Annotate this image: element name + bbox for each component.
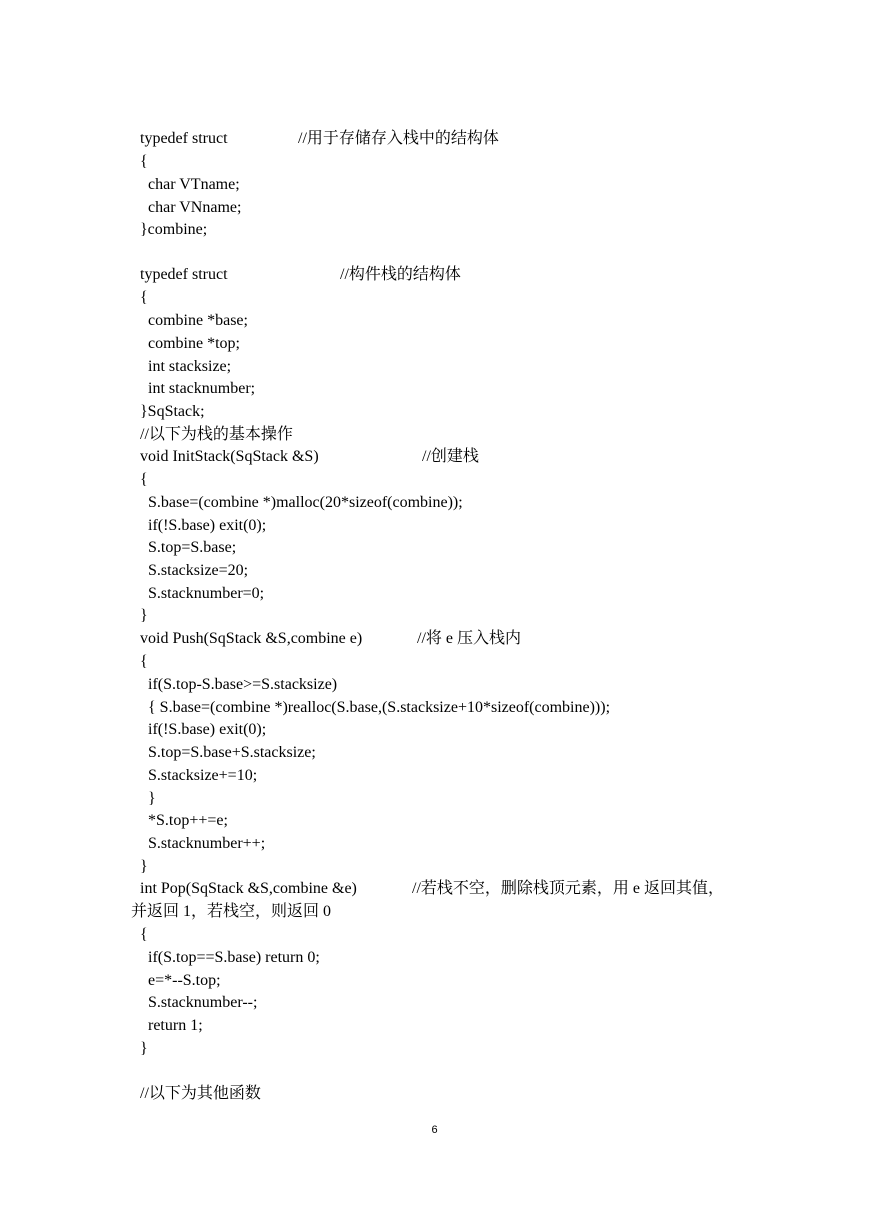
code-line: int Pop(SqStack &S,combine &e) //若栈不空，删除栈顶元素，用 e 返回其值， [140,880,724,897]
code-line: char VTname; [140,176,240,193]
code-line: S.top=S.base; [140,539,237,556]
code-line: S.base=(combine *)malloc(20*sizeof(combine)); [140,494,463,511]
code-line: int stacksize; [140,358,232,375]
code-line: }SqStack; [140,403,205,420]
code-line: e=*--S.top; [140,972,221,989]
code-line: void Push(SqStack &S,combine e) //将 e 压入栈内 [140,630,521,647]
code-line: //以下为其他函数 [140,1085,261,1102]
code-line: } [140,607,148,624]
code-comment: //若栈不空，删除栈顶元素，用 e 返回其值， [412,880,724,897]
code-line: if(!S.base) exit(0); [140,721,267,738]
page-number: 6 [431,1124,438,1136]
code-line: { [140,471,148,488]
code-line: S.stacknumber++; [140,835,266,852]
code-line: if(!S.base) exit(0); [140,517,267,534]
code-comment: //用于存储存入栈中的结构体 [298,130,499,147]
code-line: S.stacksize=20; [140,562,249,579]
code-comment: //构件栈的结构体 [340,266,461,283]
code-line: 并返回 1，若栈空，则返回 0 [131,903,332,920]
code-line: void InitStack(SqStack &S) //创建栈 [140,448,479,465]
code-line: if(S.top-S.base>=S.stacksize) [140,676,338,693]
code-line: S.stacksize+=10; [140,767,258,784]
code-comment: //将 e 压入栈内 [417,630,521,647]
code-line: combine *base; [140,312,248,329]
code-line: //以下为栈的基本操作 [140,426,293,443]
code-line: int stacknumber; [140,380,256,397]
code-line: } [140,858,148,875]
code-line: char VNname; [140,199,242,216]
code-line: { [140,926,148,943]
code-line: combine *top; [140,335,240,352]
code-line: } [140,790,156,807]
code-line: S.stacknumber--; [140,994,258,1011]
code-line: { [140,653,148,670]
code-line: S.top=S.base+S.stacksize; [140,744,316,761]
code-line: { [140,153,148,170]
code-line: typedef struct //用于存储存入栈中的结构体 [140,130,499,147]
code-line: if(S.top==S.base) return 0; [140,949,320,966]
code-line: { [140,289,148,306]
code-comment: //创建栈 [422,448,479,465]
code-line: *S.top++=e; [140,812,228,829]
code-line: }combine; [140,221,208,238]
code-line: typedef struct //构件栈的结构体 [140,266,461,283]
code-line: return 1; [140,1017,203,1034]
code-line: { S.base=(combine *)realloc(S.base,(S.stacksize+10*sizeof(combine))); [140,699,611,716]
code-line: S.stacknumber=0; [140,585,265,602]
code-line: } [140,1040,148,1057]
